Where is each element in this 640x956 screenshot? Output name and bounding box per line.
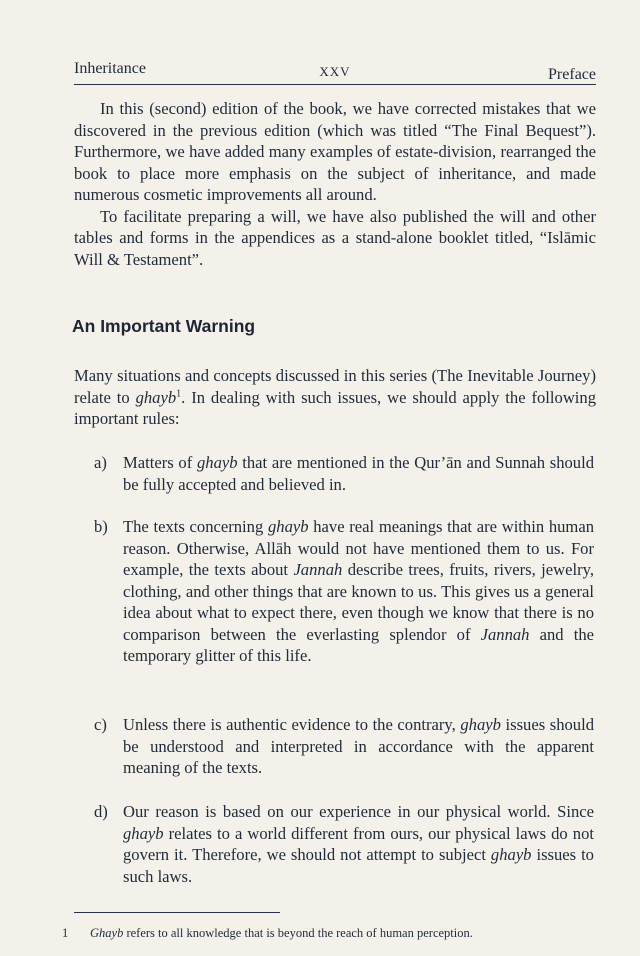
rule-text xyxy=(123,452,594,495)
rule-text-segment: that are mentioned in the Qur’ān and Sunnah should be fully accepted and believed in. xyxy=(123,453,595,494)
rule-term: Jannah xyxy=(480,624,530,644)
section-heading: An Important Warning xyxy=(72,316,256,336)
rule-term: ghayb xyxy=(123,823,164,843)
rule-marker: a) xyxy=(94,453,107,472)
footnote-text-block xyxy=(90,925,602,941)
rule-term: Jannah xyxy=(293,560,343,579)
footnote-separator xyxy=(74,912,280,913)
rule-text-segment: issues to such laws. xyxy=(123,845,594,886)
header-section-title: Preface xyxy=(548,66,596,83)
rule-text-segment: The texts concerning xyxy=(123,517,268,536)
rule-text-segment: issues should be understood and interpreted in accordance with the apparent meaning of the texts. xyxy=(123,715,595,777)
rule-item xyxy=(94,452,594,495)
intro-paragraph-2: To facilitate preparing a will, we have also published the will and other tables and forms in the appendices as a stand-alone booklet titled, “Islāmic Will & Testament”. xyxy=(74,206,596,269)
header-chapter-title: Inheritance xyxy=(74,60,146,77)
rule-term: ghayb xyxy=(196,453,238,472)
rule-item xyxy=(94,801,594,887)
section-intro xyxy=(74,365,596,430)
rule-term: ghayb xyxy=(460,715,501,734)
footnote-term: Ghayb xyxy=(90,926,124,940)
rule-text-segment: Our reason is based on our experience in our physical world. Since xyxy=(123,802,594,821)
rule-text-segment: relates to a world different from ours, our physical laws do not govern it. Therefore, we should not attempt to subject xyxy=(123,823,594,864)
rule-text-segment: describe trees, fruits, rivers, jewelry, clothing, and other things that are known to us. This gives us a general idea about what to expect there, even though we know that there is no comparison between the everlasting splendor of xyxy=(123,560,594,644)
rule-marker: b) xyxy=(94,517,108,536)
rule-text xyxy=(123,801,594,887)
rule-term: ghayb xyxy=(490,845,532,864)
footnote-number: 1 xyxy=(62,926,69,940)
rule-text-segment: Unless there is authentic evidence to the contrary, xyxy=(123,715,461,734)
page-number: XXV xyxy=(319,64,351,79)
rule-text-segment: and the temporary glitter of this life. xyxy=(123,624,595,665)
footnote-text: refers to all knowledge that is beyond the reach of human perception. xyxy=(123,926,473,940)
preface-intro xyxy=(74,98,596,270)
rule-item xyxy=(94,714,594,779)
rule-text xyxy=(123,714,594,779)
rule-term: ghayb xyxy=(267,517,309,536)
section-intro-term: ghayb xyxy=(135,387,177,407)
section-intro-paragraph xyxy=(74,365,596,430)
rule-text xyxy=(123,516,594,667)
footnote xyxy=(62,925,602,941)
rule-marker: d) xyxy=(94,802,108,821)
rule-text-segment: Matters of xyxy=(123,453,197,472)
rule-text-segment: have real meanings that are within human reason. Otherwise, Allāh would not have mentioned them to us. For example, the texts about xyxy=(123,517,594,579)
rule-marker: c) xyxy=(94,715,107,734)
running-header xyxy=(74,58,596,85)
footnote-ref[interactable]: 1 xyxy=(176,387,182,399)
section-intro-before: Many situations and concepts discussed in this series (The Inevitable Journey) relate to xyxy=(74,366,596,407)
rule-item xyxy=(94,516,594,667)
intro-paragraph-1: In this (second) edition of the book, we have corrected mistakes that we discovered in the previous edition (which was titled “The Final Bequest”). Furthermore, we have added many examples of estate-division, rearranged the book to place more emphasis on the subject of inheritance, and made numerous cosmetic improvements all around. xyxy=(74,99,596,204)
section-intro-after: . In dealing with such issues, we should apply the following important rules: xyxy=(74,387,597,428)
